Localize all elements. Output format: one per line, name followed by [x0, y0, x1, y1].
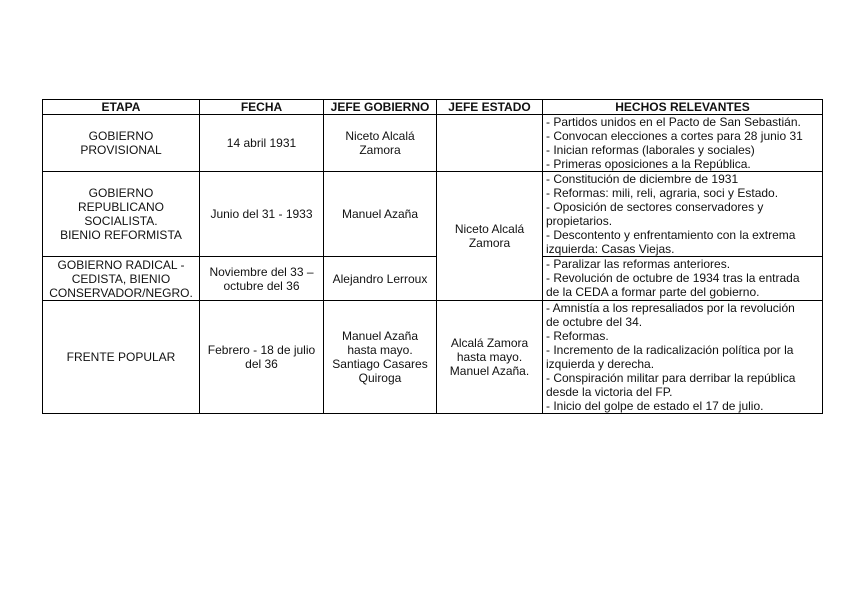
fecha-line: octubre del 36 [223, 278, 300, 293]
table-row [43, 301, 823, 414]
header-etapa: ETAPA [43, 100, 200, 115]
etapa-line: GOBIERNO [88, 129, 154, 143]
hecho-line: - Descontento y enfrentamiento con la extrema [546, 228, 796, 242]
jefe-gobierno-line: Manuel Azaña [341, 207, 419, 221]
fecha-cell [200, 257, 324, 301]
jefe-gobierno-cell [324, 257, 437, 301]
header-jefe-estado: JEFE ESTADO [437, 100, 543, 115]
hechos-cell [543, 301, 823, 414]
jefe-estado-line: hasta mayo. [456, 350, 523, 364]
hechos-cell [543, 115, 823, 172]
table-row [43, 257, 823, 301]
hechos-cell [543, 257, 823, 301]
jefe-estado-cell [437, 172, 543, 301]
hecho-line: de octubre del 34. [546, 315, 643, 329]
fecha-line: Junio del 31 - 1933 [210, 207, 313, 221]
fecha-cell [200, 115, 324, 172]
hecho-line: - Constitución de diciembre de 1931 [546, 172, 739, 186]
hecho-line: - Primeras oposiciones a la República. [546, 157, 751, 171]
etapa-line: BIENIO REFORMISTA [60, 228, 182, 242]
etapa-line: SOCIALISTA. [84, 214, 158, 228]
header-fecha: FECHA [200, 100, 324, 115]
jefe-estado-line: Manuel Azaña. [449, 364, 530, 378]
header-hechos: HECHOS RELEVANTES [543, 100, 823, 115]
etapa-cell [43, 301, 200, 414]
jefe-gobierno-cell [324, 115, 437, 172]
jefe-gobierno-cell [324, 172, 437, 257]
jefe-gobierno-line: Zamora [359, 143, 401, 157]
hecho-line: - Reformas. [546, 329, 609, 343]
hecho-line: - Partidos unidos en el Pacto de San Sebastián. [546, 115, 801, 129]
hecho-line: - Oposición de sectores conservadores y [546, 200, 764, 214]
jefe-estado-line: Alcalá Zamora [450, 336, 529, 350]
etapa-line: FRENTE POPULAR [66, 350, 176, 364]
hecho-line: - Paralizar las reformas anteriores. [546, 257, 731, 271]
history-table [42, 99, 823, 414]
jefe-gobierno-line: Quiroga [358, 371, 402, 385]
jefe-gobierno-line: Niceto Alcalá [345, 129, 415, 143]
jefe-gobierno-line: hasta mayo. [347, 343, 413, 357]
jefe-gobierno-cell [324, 301, 437, 414]
hecho-line: - Inician reformas (laborales y sociales) [546, 143, 755, 157]
hecho-line: - Inicio del golpe de estado el 17 de julio. [546, 399, 764, 413]
hecho-line: propietarios. [546, 214, 613, 228]
fecha-line: 14 abril 1931 [226, 136, 297, 150]
fecha-line: del 36 [245, 357, 278, 371]
hecho-line: - Convocan elecciones a cortes para 28 junio 31 [546, 129, 803, 143]
hecho-line: de la CEDA a formar parte del gobierno. [546, 285, 760, 299]
etapa-line: REPUBLICANO [77, 200, 165, 214]
jefe-gobierno-line: Manuel Azaña [341, 329, 419, 343]
header-jefe-gobierno: JEFE GOBIERNO [324, 100, 437, 115]
etapa-line: CEDISTA, BIENIO [71, 271, 171, 286]
hecho-line: desde la victoria del FP. [546, 385, 673, 399]
fecha-cell [200, 301, 324, 414]
hecho-line: - Incremento de la radicalización política por la [546, 343, 794, 357]
etapa-cell [43, 115, 200, 172]
table-row [43, 115, 823, 172]
jefe-gobierno-line: Alejandro Lerroux [332, 271, 428, 286]
jefe-gobierno-line: Santiago Casares [332, 357, 428, 371]
hecho-line: - Conspiración militar para derribar la república [546, 371, 796, 385]
table-row [43, 172, 823, 257]
hecho-line: izquierda y derecha. [546, 357, 655, 371]
table-header-row [43, 100, 823, 115]
etapa-line: GOBIERNO [88, 186, 154, 200]
etapa-line: GOBIERNO RADICAL - [57, 257, 185, 272]
fecha-cell [200, 172, 324, 257]
jefe-estado-line: Zamora [468, 236, 511, 250]
etapa-line: PROVISIONAL [80, 143, 162, 157]
hecho-line: - Amnistía a los represaliados por la revolución [546, 301, 795, 315]
jefe-estado-cell [437, 115, 543, 172]
fecha-line: Febrero - 18 de julio [207, 343, 316, 357]
jefe-estado-line: Niceto Alcalá [454, 222, 525, 236]
fecha-line: Noviembre del 33 – [209, 264, 314, 279]
hecho-line: izquierda: Casas Viejas. [546, 242, 675, 256]
etapa-line: CONSERVADOR/NEGRO. [49, 285, 193, 300]
hecho-line: - Revolución de octubre de 1934 tras la entrada [546, 271, 800, 285]
hecho-line: - Reformas: mili, reli, agraria, soci y Estado. [546, 186, 779, 200]
jefe-estado-cell [437, 301, 543, 414]
etapa-cell [43, 172, 200, 257]
hechos-cell [543, 172, 823, 257]
etapa-cell [43, 257, 200, 301]
